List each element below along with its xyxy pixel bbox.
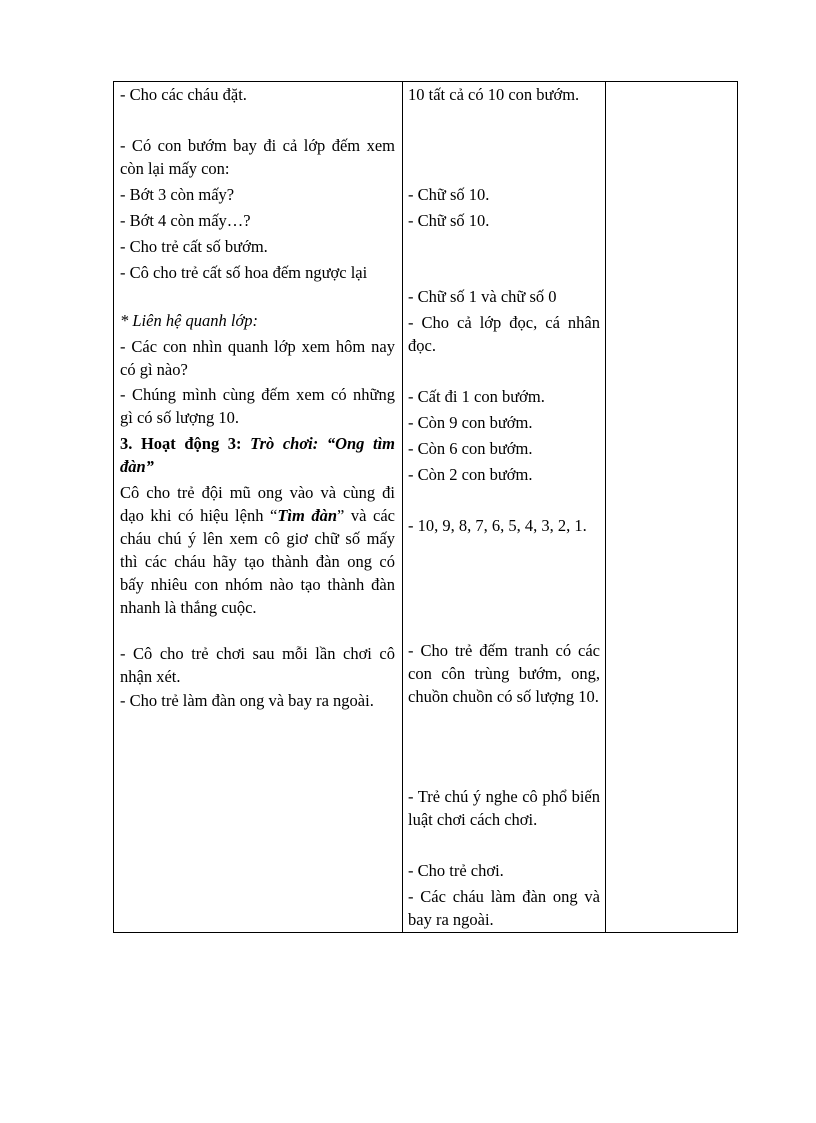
text-paragraph: - Cho các cháu đặt. bbox=[120, 85, 247, 104]
lesson-table bbox=[113, 81, 738, 933]
text-paragraph: 10 tất cả có 10 con bướm. bbox=[408, 85, 580, 104]
child-activities-column bbox=[408, 82, 600, 932]
text-paragraph: - Có con bướm bay đi cả lớp đếm xem còn lại mấy con: bbox=[120, 136, 395, 178]
text-paragraph: - Cho trẻ cất số bướm. bbox=[120, 237, 268, 256]
text-paragraph: - Còn 9 con bướm. bbox=[408, 413, 533, 432]
game-description bbox=[120, 481, 395, 619]
column-divider bbox=[605, 82, 606, 932]
text-paragraph: - Chữ số 10. bbox=[408, 211, 490, 230]
text-paragraph: - Chữ số 10. bbox=[408, 185, 490, 204]
game-title: Trò chơi: “Ong tìm đàn” bbox=[120, 434, 395, 476]
text-paragraph: - Bớt 4 còn mấy…? bbox=[120, 211, 251, 230]
text-paragraph: - Cất đi 1 con bướm. bbox=[408, 387, 545, 406]
text-paragraph: - Trẻ chú ý nghe cô phổ biến luật chơi cách chơi. bbox=[408, 787, 600, 829]
activity-heading bbox=[120, 432, 395, 478]
game-description-text: Cô cho trẻ đội mũ ong vào và cùng đi dạo khi có hiệu lệnh “ bbox=[120, 483, 395, 525]
text-paragraph: - Cho trẻ chơi. bbox=[408, 861, 504, 880]
section-subheading: * Liên hệ quanh lớp: bbox=[120, 311, 259, 330]
text-paragraph: - Cô cho trẻ chơi sau mỗi lần chơi cô nhận xét. bbox=[120, 644, 395, 686]
text-paragraph: - Bớt 3 còn mấy? bbox=[120, 185, 235, 204]
column-divider bbox=[402, 82, 403, 932]
game-command: Tìm đàn bbox=[277, 506, 338, 525]
text-paragraph: - Chữ số 1 và chữ số 0 bbox=[408, 287, 557, 306]
text-paragraph: - Cho trẻ làm đàn ong và bay ra ngoài. bbox=[120, 691, 374, 710]
text-paragraph: - Cô cho trẻ cất số hoa đếm ngược lại bbox=[120, 263, 368, 282]
text-paragraph: - Chúng mình cùng đếm xem có những gì có số lượng 10. bbox=[120, 385, 395, 427]
text-paragraph: - Cho cả lớp đọc, cá nhân đọc. bbox=[408, 313, 600, 355]
text-paragraph: - Còn 2 con bướm. bbox=[408, 465, 533, 484]
text-paragraph: - Các cháu làm đàn ong và bay ra ngoài. bbox=[408, 887, 600, 929]
teacher-activities-column bbox=[120, 82, 395, 932]
game-description-text: ” và các cháu chú ý lên xem cô giơ chữ số mấy thì các cháu hãy tạo thành đàn ong có bấy nhiêu con nhóm nào tạo thành đàn nhanh là thắng cuộc. bbox=[120, 506, 395, 617]
notes-column bbox=[609, 82, 733, 932]
text-paragraph: - Các con nhìn quanh lớp xem hôm nay có gì nào? bbox=[120, 337, 395, 379]
activity-heading-label: 3. Hoạt động 3: bbox=[120, 434, 251, 453]
text-paragraph: - Còn 6 con bướm. bbox=[408, 439, 533, 458]
text-paragraph: - Cho trẻ đếm tranh có các con côn trùng bướm, ong, chuồn chuồn có số lượng 10. bbox=[408, 641, 600, 706]
text-paragraph: - 10, 9, 8, 7, 6, 5, 4, 3, 2, 1. bbox=[408, 516, 587, 535]
